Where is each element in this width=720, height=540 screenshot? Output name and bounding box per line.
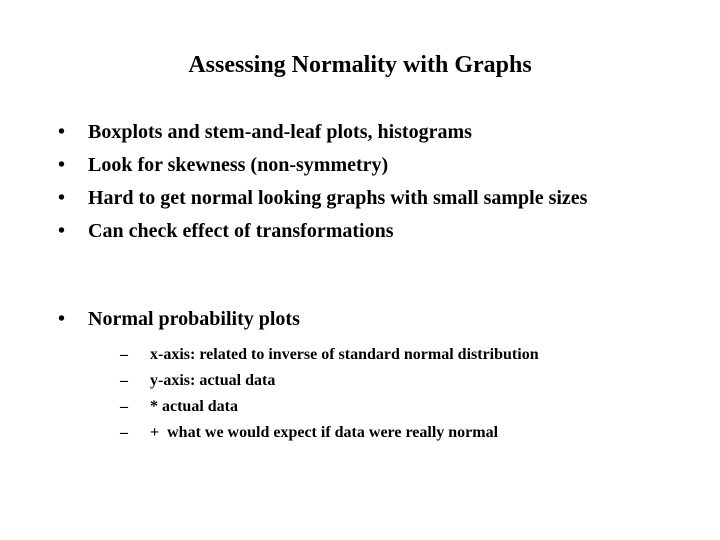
- bullet-text: Look for skewness (non-symmetry): [88, 154, 389, 176]
- sub-bullet-item: [120, 371, 678, 391]
- sub-bullet-text: x-axis: related to inverse of standard normal distribution: [150, 346, 539, 363]
- sub-bullet-marker: –: [120, 424, 128, 441]
- bullet-item: [58, 307, 678, 443]
- sub-bullet-item: [120, 397, 678, 417]
- sub-bullet-text: y-axis: actual data: [150, 372, 276, 389]
- sub-bullet-list: [88, 345, 678, 443]
- sub-bullet-text: + what we would expect if data were really normal: [150, 424, 499, 441]
- bullet-marker: •: [58, 154, 66, 176]
- sub-bullet-item: [120, 423, 678, 443]
- bullet-text: Boxplots and stem-and-leaf plots, histograms: [88, 121, 472, 143]
- bullet-item: [58, 186, 678, 210]
- sub-bullet-marker: –: [120, 398, 128, 415]
- sub-bullet-item: [120, 345, 678, 365]
- bullet-marker: •: [58, 308, 66, 330]
- bullet-marker: •: [58, 187, 66, 209]
- sub-bullet-text: * actual data: [150, 398, 238, 415]
- bullet-text: Can check effect of transformations: [88, 220, 394, 242]
- bullet-text: Normal probability plots: [88, 308, 300, 330]
- bullet-marker: •: [58, 121, 66, 143]
- bullet-item: [58, 120, 678, 144]
- bullet-item: [58, 153, 678, 177]
- bullet-item: [58, 219, 678, 243]
- bullet-marker: •: [58, 220, 66, 242]
- sub-bullet-marker: –: [120, 372, 128, 389]
- bullet-text: Hard to get normal looking graphs with small sample sizes: [88, 187, 588, 209]
- slide-title: Assessing Normality with Graphs: [188, 52, 532, 78]
- bullet-list: [58, 120, 678, 452]
- sub-bullet-marker: –: [120, 346, 128, 363]
